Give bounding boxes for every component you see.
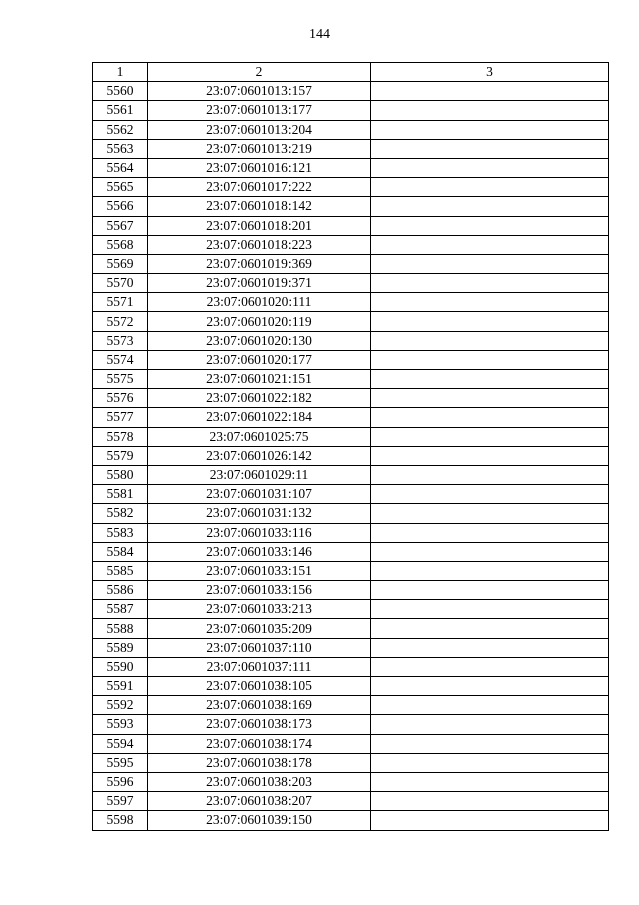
notes-cell — [371, 504, 609, 523]
table-row — [93, 504, 609, 523]
cadastral-number-cell: 23:07:0601039:150 — [148, 811, 371, 830]
cadastral-number-cell: 23:07:0601038:173 — [148, 715, 371, 734]
row-number-cell: 5586 — [93, 581, 148, 600]
cadastral-number-cell: 23:07:0601020:111 — [148, 293, 371, 312]
table-row — [93, 370, 609, 389]
table-row — [93, 619, 609, 638]
notes-cell — [371, 235, 609, 254]
cadastral-number-cell: 23:07:0601038:203 — [148, 772, 371, 791]
notes-cell — [371, 216, 609, 235]
row-number-cell: 5595 — [93, 753, 148, 772]
table-row — [93, 638, 609, 657]
row-number-cell: 5568 — [93, 235, 148, 254]
row-number-cell: 5563 — [93, 139, 148, 158]
notes-cell — [371, 293, 609, 312]
cadastral-number-cell: 23:07:0601016:121 — [148, 158, 371, 177]
cadastral-number-cell: 23:07:0601018:201 — [148, 216, 371, 235]
cadastral-number-cell: 23:07:0601013:204 — [148, 120, 371, 139]
row-number-cell: 5592 — [93, 696, 148, 715]
table-row — [93, 600, 609, 619]
cadastral-number-cell: 23:07:0601037:111 — [148, 657, 371, 676]
notes-cell — [371, 446, 609, 465]
row-number-cell: 5584 — [93, 542, 148, 561]
cadastral-number-cell: 23:07:0601013:219 — [148, 139, 371, 158]
table-row — [93, 408, 609, 427]
row-number-cell: 5561 — [93, 101, 148, 120]
notes-cell — [371, 753, 609, 772]
notes-cell — [371, 811, 609, 830]
cadastral-number-cell: 23:07:0601022:182 — [148, 389, 371, 408]
table-row — [93, 427, 609, 446]
table-row — [93, 485, 609, 504]
cadastral-number-cell: 23:07:0601029:11 — [148, 465, 371, 484]
row-number-cell: 5562 — [93, 120, 148, 139]
row-number-cell: 5598 — [93, 811, 148, 830]
notes-cell — [371, 542, 609, 561]
notes-cell — [371, 734, 609, 753]
table-row — [93, 677, 609, 696]
table-row — [93, 216, 609, 235]
cadastral-number-cell: 23:07:0601020:130 — [148, 331, 371, 350]
row-number-cell: 5597 — [93, 792, 148, 811]
notes-cell — [371, 178, 609, 197]
row-number-cell: 5573 — [93, 331, 148, 350]
table-row — [93, 657, 609, 676]
notes-cell — [371, 312, 609, 331]
row-number-cell: 5564 — [93, 158, 148, 177]
row-number-cell: 5588 — [93, 619, 148, 638]
notes-cell — [371, 274, 609, 293]
notes-cell — [371, 465, 609, 484]
table-row — [93, 696, 609, 715]
row-number-cell: 5593 — [93, 715, 148, 734]
column-header-2: 2 — [148, 63, 371, 82]
table-row — [93, 542, 609, 561]
cadastral-number-cell: 23:07:0601038:105 — [148, 677, 371, 696]
row-number-cell: 5585 — [93, 561, 148, 580]
row-number-cell: 5578 — [93, 427, 148, 446]
table-row — [93, 734, 609, 753]
notes-cell — [371, 619, 609, 638]
notes-cell — [371, 657, 609, 676]
row-number-cell: 5566 — [93, 197, 148, 216]
cadastral-number-cell: 23:07:0601033:213 — [148, 600, 371, 619]
notes-cell — [371, 600, 609, 619]
table-row — [93, 561, 609, 580]
column-header-3: 3 — [371, 63, 609, 82]
notes-cell — [371, 254, 609, 273]
cadastral-number-cell: 23:07:0601025:75 — [148, 427, 371, 446]
notes-cell — [371, 715, 609, 734]
notes-cell — [371, 370, 609, 389]
table-row — [93, 158, 609, 177]
cadastral-number-cell: 23:07:0601037:110 — [148, 638, 371, 657]
row-number-cell: 5583 — [93, 523, 148, 542]
row-number-cell: 5587 — [93, 600, 148, 619]
row-number-cell: 5581 — [93, 485, 148, 504]
table-row — [93, 293, 609, 312]
row-number-cell: 5589 — [93, 638, 148, 657]
row-number-cell: 5572 — [93, 312, 148, 331]
table-row — [93, 581, 609, 600]
table-row — [93, 235, 609, 254]
column-header-1: 1 — [93, 63, 148, 82]
cadastral-number-cell: 23:07:0601013:177 — [148, 101, 371, 120]
cadastral-number-cell: 23:07:0601021:151 — [148, 370, 371, 389]
cadastral-number-cell: 23:07:0601020:119 — [148, 312, 371, 331]
row-number-cell: 5580 — [93, 465, 148, 484]
row-number-cell: 5579 — [93, 446, 148, 465]
cadastral-number-cell: 23:07:0601038:178 — [148, 753, 371, 772]
row-number-cell: 5560 — [93, 82, 148, 101]
cadastral-number-cell: 23:07:0601031:107 — [148, 485, 371, 504]
notes-cell — [371, 350, 609, 369]
notes-cell — [371, 389, 609, 408]
notes-cell — [371, 485, 609, 504]
notes-cell — [371, 197, 609, 216]
notes-cell — [371, 101, 609, 120]
notes-cell — [371, 523, 609, 542]
row-number-cell: 5569 — [93, 254, 148, 273]
notes-cell — [371, 158, 609, 177]
notes-cell — [371, 139, 609, 158]
row-number-cell: 5591 — [93, 677, 148, 696]
row-number-cell: 5571 — [93, 293, 148, 312]
table-row — [93, 312, 609, 331]
cadastral-number-cell: 23:07:0601035:209 — [148, 619, 371, 638]
table-row — [93, 523, 609, 542]
page-number: 144 — [309, 27, 330, 42]
row-number-cell: 5594 — [93, 734, 148, 753]
notes-cell — [371, 331, 609, 350]
row-number-cell: 5567 — [93, 216, 148, 235]
notes-cell — [371, 408, 609, 427]
table-row — [93, 197, 609, 216]
row-number-cell: 5570 — [93, 274, 148, 293]
row-number-cell: 5582 — [93, 504, 148, 523]
row-number-cell: 5576 — [93, 389, 148, 408]
notes-cell — [371, 427, 609, 446]
table-row — [93, 350, 609, 369]
table-row — [93, 753, 609, 772]
row-number-cell: 5596 — [93, 772, 148, 791]
table-body — [93, 82, 609, 830]
cadastral-table — [92, 62, 609, 831]
notes-cell — [371, 120, 609, 139]
table-row — [93, 772, 609, 791]
table-row — [93, 101, 609, 120]
cadastral-number-cell: 23:07:0601017:222 — [148, 178, 371, 197]
notes-cell — [371, 696, 609, 715]
row-number-cell: 5590 — [93, 657, 148, 676]
table-row — [93, 446, 609, 465]
notes-cell — [371, 677, 609, 696]
cadastral-number-cell: 23:07:0601013:157 — [148, 82, 371, 101]
table-row — [93, 274, 609, 293]
table-row — [93, 254, 609, 273]
notes-cell — [371, 561, 609, 580]
cadastral-number-cell: 23:07:0601038:169 — [148, 696, 371, 715]
cadastral-number-cell: 23:07:0601033:151 — [148, 561, 371, 580]
table-header-row — [93, 63, 609, 82]
cadastral-number-cell: 23:07:0601033:116 — [148, 523, 371, 542]
table-row — [93, 82, 609, 101]
cadastral-number-cell: 23:07:0601031:132 — [148, 504, 371, 523]
row-number-cell: 5574 — [93, 350, 148, 369]
notes-cell — [371, 772, 609, 791]
notes-cell — [371, 792, 609, 811]
cadastral-number-cell: 23:07:0601038:174 — [148, 734, 371, 753]
table-row — [93, 465, 609, 484]
table-row — [93, 389, 609, 408]
table-row — [93, 139, 609, 158]
cadastral-number-cell: 23:07:0601019:369 — [148, 254, 371, 273]
table-row — [93, 792, 609, 811]
table-row — [93, 811, 609, 830]
cadastral-number-cell: 23:07:0601038:207 — [148, 792, 371, 811]
cadastral-number-cell: 23:07:0601019:371 — [148, 274, 371, 293]
table-row — [93, 715, 609, 734]
notes-cell — [371, 82, 609, 101]
cadastral-number-cell: 23:07:0601022:184 — [148, 408, 371, 427]
cadastral-number-cell: 23:07:0601033:156 — [148, 581, 371, 600]
row-number-cell: 5577 — [93, 408, 148, 427]
table-row — [93, 120, 609, 139]
cadastral-number-cell: 23:07:0601026:142 — [148, 446, 371, 465]
cadastral-number-cell: 23:07:0601033:146 — [148, 542, 371, 561]
row-number-cell: 5565 — [93, 178, 148, 197]
cadastral-number-cell: 23:07:0601018:142 — [148, 197, 371, 216]
row-number-cell: 5575 — [93, 370, 148, 389]
table-row — [93, 331, 609, 350]
cadastral-number-cell: 23:07:0601018:223 — [148, 235, 371, 254]
notes-cell — [371, 581, 609, 600]
notes-cell — [371, 638, 609, 657]
table-row — [93, 178, 609, 197]
cadastral-number-cell: 23:07:0601020:177 — [148, 350, 371, 369]
